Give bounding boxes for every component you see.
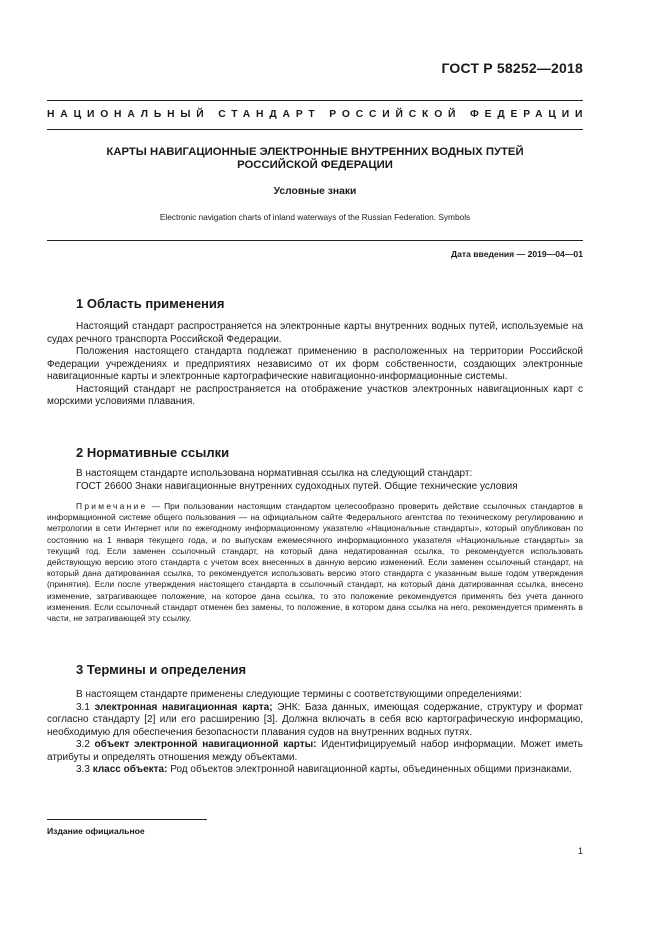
section-2-reference: ГОСТ 26600 Знаки навигационные внутренних судоходных путей. Общие технические условия	[76, 480, 518, 492]
introduction-date: Дата введения — 2019—04—01	[450, 249, 583, 259]
document-subtitle: Условные знаки	[273, 186, 357, 197]
section-1-paragraph: Настоящий стандарт распространяется на электронные карты внутренних водных путей, используемые на судах речного транспорта Российской Федерации.	[47, 321, 583, 345]
section-1-paragraph: Настоящий стандарт не распространяется на отображение участков электронных навигационных карт с морскими условиями плавания.	[47, 383, 583, 407]
term-definition: Род объектов электронной навигационной карты, объединенных общими признаками.	[167, 764, 572, 775]
section-2-paragraph: В настоящем стандарте использована нормативная ссылка на следующий стандарт:	[76, 468, 473, 479]
section-1-body	[47, 321, 583, 409]
section-3-heading: 3 Термины и определения	[76, 662, 247, 677]
title-line-1: КАРТЫ НАВИГАЦИОННЫЕ ЭЛЕКТРОННЫЕ ВНУТРЕННИХ ВОДНЫХ ПУТЕЙ	[106, 146, 524, 158]
note-text: — При пользовании настоящим стандартом целесообразно проверить действие ссылочных стандартов в информационной системе общего пользования — на официальном сайте Федерального агентства по техническому регулированию и метрологии в сети Интернет или по ежегодному информационному указателю «Национальные стандарты», который опубликован по состоянию на 1 января текущего года, и по выпускам ежемесячного информационного указателя «Национальные стандарты» за текущий год. Если заменен ссылочный стандарт, на который дана недатированная ссылка, то рекомендуется использовать действующую версию этого стандарта с учетом всех внесенных в данную версию изменений. Если заменен ссылочный стандарт, на который дана датированная ссылка, то рекомендуется использовать версию этого стандарта с указанным выше годом утверждения (принятия). Если после утверждения настоящего стандарта в ссылочный стандарт, на который дана датированная ссылка, внесено изменение, затрагивающее положение, на которое дана ссылка, то это положение рекомендуется применять без учета данного изменения. Если ссылочный стандарт отменен без замены, то положение, в котором дана ссылка на него, рекомендуется применять в части, не затрагивающей эту ссылку.	[47, 501, 583, 624]
term-definition: ЭНК: База данных, имеющая содержание, структуру и формат согласно стандарту [2] или его расширению [3]. Должна включать в себя всю картографическую информацию, необходимую для обеспечения безопасности плавания судов на внутренних водных путях.	[47, 701, 584, 738]
term-name: электронная навигационная карта;	[94, 701, 273, 713]
national-standard-heading: НАЦИОНАЛЬНЫЙ СТАНДАРТ РОССИЙСКОЙ ФЕДЕРАЦИИ	[47, 109, 589, 120]
note-label: Примечание	[76, 501, 148, 511]
section-1-paragraph: Положения настоящего стандарта подлежат применению в расположенных на территории Российской Федерации учреждениях и предприятиях независимо от их форм собственности, создающих электронные навигационные карты и электронные картографические навигационно-информационные системы.	[47, 346, 583, 382]
document-title	[47, 146, 583, 172]
bottom-rule	[47, 129, 583, 130]
top-rule	[47, 100, 583, 101]
section-1-heading: 1 Область применения	[76, 296, 225, 311]
section-2-heading: 2 Нормативные ссылки	[76, 445, 230, 460]
term-3-3: 3.3 класс объекта: Род объектов электронной навигационной карты, объединенных общими признаками.	[76, 764, 572, 775]
term-name: класс объекта:	[92, 764, 168, 775]
section-3-paragraph: В настоящем стандарте применены следующие термины с соответствующими определениями:	[76, 689, 522, 700]
intro-rule	[47, 240, 583, 241]
footer-rule	[47, 819, 207, 820]
page-number: 1	[577, 846, 583, 856]
section-2-body	[47, 468, 583, 493]
term-name: объект электронной навигационной карты:	[94, 739, 317, 750]
standard-code: ГОСТ Р 58252—2018	[441, 60, 583, 76]
term-3-2: 3.2 объект электронной навигационной карты: Идентифицируемый набор информации. Может иметь атрибуты и определять отношения между объектами.	[47, 739, 583, 763]
official-edition-label: Издание официальное	[47, 826, 145, 836]
term-definition: Идентифицируемый набор информации. Может иметь атрибуты и определять отношения между объектами.	[47, 739, 583, 763]
title-line-2: РОССИЙСКОЙ ФЕДЕРАЦИИ	[237, 159, 393, 171]
section-3-body	[47, 689, 583, 777]
section-2-note	[47, 501, 583, 624]
term-3-1: 3.1 электронная навигационная карта; ЭНК: База данных, имеющая содержание, структуру и формат согласно стандарту [2] или его расширению [3]. Должна включать в себя всю картографическую информацию, необходимую для обеспечения безопасности плавания судов на внутренних водных путях.	[47, 701, 584, 738]
english-title: Electronic navigation charts of inland waterways of the Russian Federation. Symbols	[159, 212, 471, 222]
